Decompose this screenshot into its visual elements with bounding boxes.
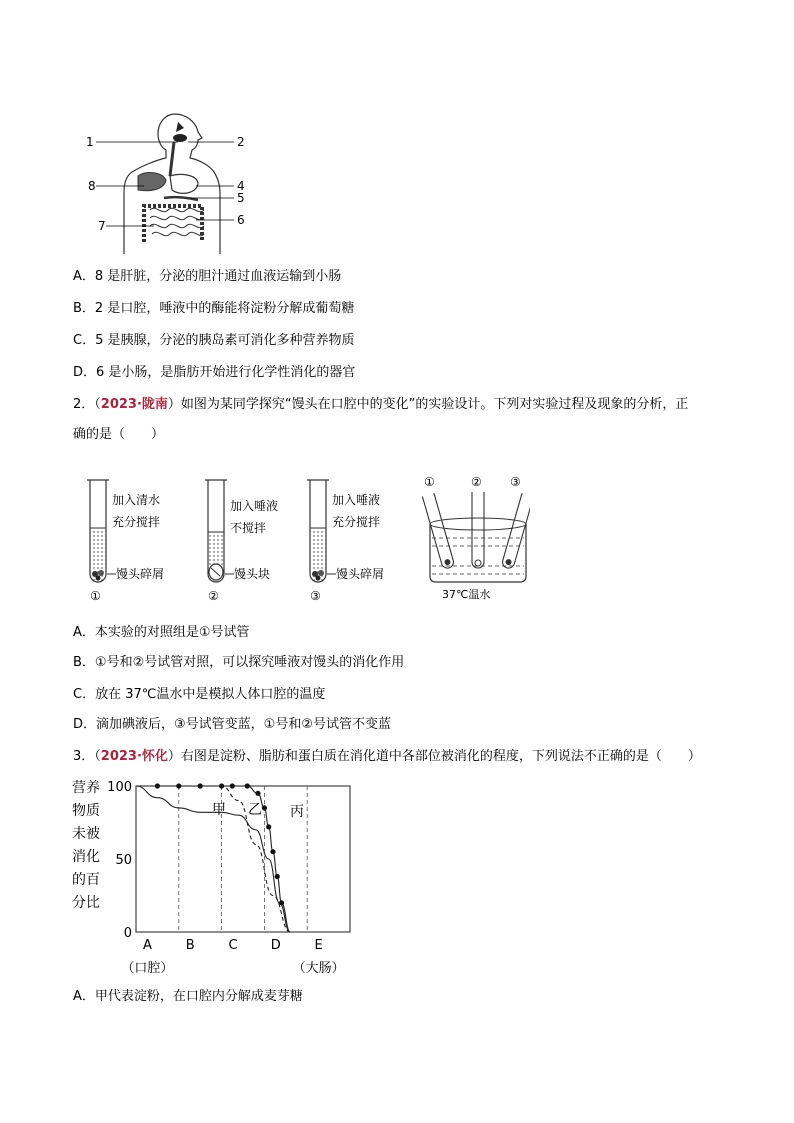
series-point-丙 <box>198 783 203 788</box>
q3-option-a[interactable]: A．甲代表淀粉，在口腔内分解成麦芽糖 <box>73 989 303 1004</box>
q1-option-c[interactable]: C．5 是胰腺，分泌的胰岛素可消化多种营养物质 <box>73 333 355 348</box>
digestive-system-figure <box>80 106 260 254</box>
x-category-note-large-intestine: （大肠） <box>292 961 345 976</box>
series-point-丙 <box>155 783 160 788</box>
tube3-step1: 加入唾液 <box>332 493 381 507</box>
y-axis-label: 的百 <box>72 872 100 888</box>
q2-stem-line2: 确的是（ ） <box>73 427 165 442</box>
label-5: 5 <box>237 191 245 205</box>
plot-frame <box>136 786 350 932</box>
q3-source: 2023·怀化 <box>100 749 168 764</box>
q1-option-b[interactable]: B．2 是口腔，唾液中的酶能将淀粉分解成葡萄糖 <box>73 301 355 316</box>
series-point-丙 <box>230 783 235 788</box>
y-axis-label: 消化 <box>72 849 100 865</box>
saliva-experiment-figure <box>80 474 530 604</box>
tube2-number: ② <box>208 589 219 603</box>
y-axis-label: 未被 <box>72 826 100 842</box>
series-point-丙 <box>262 805 267 810</box>
x-category-note-oral: （口腔） <box>121 961 174 976</box>
q3-number: 3．（ <box>73 749 101 764</box>
series-point-丙 <box>245 783 250 788</box>
tube1-content: 馒头碎屑 <box>116 567 165 581</box>
series-point-丙 <box>255 791 260 796</box>
test-tube-1 <box>87 480 164 603</box>
series-point-丙 <box>270 849 275 854</box>
q2-source: 2023·陇南 <box>100 397 168 412</box>
y-axis-label: 分比 <box>72 895 100 911</box>
bath-tube2-number: ② <box>471 475 482 489</box>
x-category-label: A <box>142 938 152 953</box>
tube1-step1: 加入清水 <box>112 493 161 507</box>
tube2-step1: 加入唾液 <box>230 499 279 513</box>
q2-option-b[interactable]: B．①号和②号试管对照，可以探究唾液对馒头的消化作用 <box>73 655 405 670</box>
tube2-content: 馒头块 <box>234 567 271 581</box>
series-label-丙: 丙 <box>290 804 304 820</box>
test-tube-3 <box>307 480 384 603</box>
series-point-丙 <box>176 783 181 788</box>
q2-stem-a: ）如图为某同学探究“馒头在口腔中的变化”的实验设计。下列对实验过程及现象的分析，正 <box>167 397 689 412</box>
y-tick-label: 50 <box>115 853 132 868</box>
tube3-content: 馒头碎屑 <box>336 567 385 581</box>
bath-label: 37℃温水 <box>442 588 491 601</box>
digestion-chart <box>66 774 376 984</box>
y-tick-label: 0 <box>123 926 132 941</box>
series-point-丙 <box>275 874 280 879</box>
q1-option-d[interactable]: D．6 是小肠，是脂肪开始进行化学性消化的器官 <box>73 365 356 380</box>
q2-stem-line1 <box>73 396 688 414</box>
q1-option-a[interactable]: A．8 是肝脏，分泌的胆汁通过血液运输到小肠 <box>73 269 342 284</box>
label-7: 7 <box>98 219 106 233</box>
y-tick-label: 100 <box>107 780 132 795</box>
tube2-step2: 不搅拌 <box>230 521 267 535</box>
y-axis-label: 物质 <box>72 803 100 819</box>
label-1: 1 <box>86 135 94 149</box>
label-4: 4 <box>237 179 245 193</box>
tube3-step2: 充分搅拌 <box>332 515 381 529</box>
x-category-label: C <box>228 938 238 953</box>
x-category-label: B <box>185 938 195 953</box>
q2-option-c[interactable]: C．放在 37℃温水中是模拟人体口腔的温度 <box>73 687 326 702</box>
label-8: 8 <box>88 179 96 193</box>
q2-option-d[interactable]: D．滴加碘液后，③号试管变蓝，①号和②号试管不变蓝 <box>73 717 391 732</box>
x-category-label: D <box>270 938 281 953</box>
series-label-乙: 乙 <box>248 802 262 818</box>
tube1-step2: 充分搅拌 <box>112 515 161 529</box>
series-point-丙 <box>279 900 284 905</box>
label-6: 6 <box>237 213 245 227</box>
series-point-丙 <box>266 824 271 829</box>
tube3-number: ③ <box>310 589 321 603</box>
q3-stem <box>73 748 701 766</box>
tube1-number: ① <box>90 589 101 603</box>
bath-tube3-number: ③ <box>510 475 521 489</box>
test-tube-2 <box>205 480 278 603</box>
q3-stem-text: ）右图是淀粉、脂肪和蛋白质在消化道中各部位被消化的程度，下列说法不正确的是（ ） <box>167 749 701 764</box>
series-label-甲: 甲 <box>212 802 226 818</box>
q2-option-a[interactable]: A．本实验的对照组是①号试管 <box>73 625 250 640</box>
y-axis-label: 营养 <box>72 780 100 796</box>
bath-tube1-number: ① <box>424 475 435 489</box>
x-category-label: E <box>314 938 323 953</box>
water-bath <box>422 475 530 601</box>
q2-number: 2．（ <box>73 397 101 412</box>
series-point-丙 <box>219 783 224 788</box>
label-2: 2 <box>237 135 245 149</box>
